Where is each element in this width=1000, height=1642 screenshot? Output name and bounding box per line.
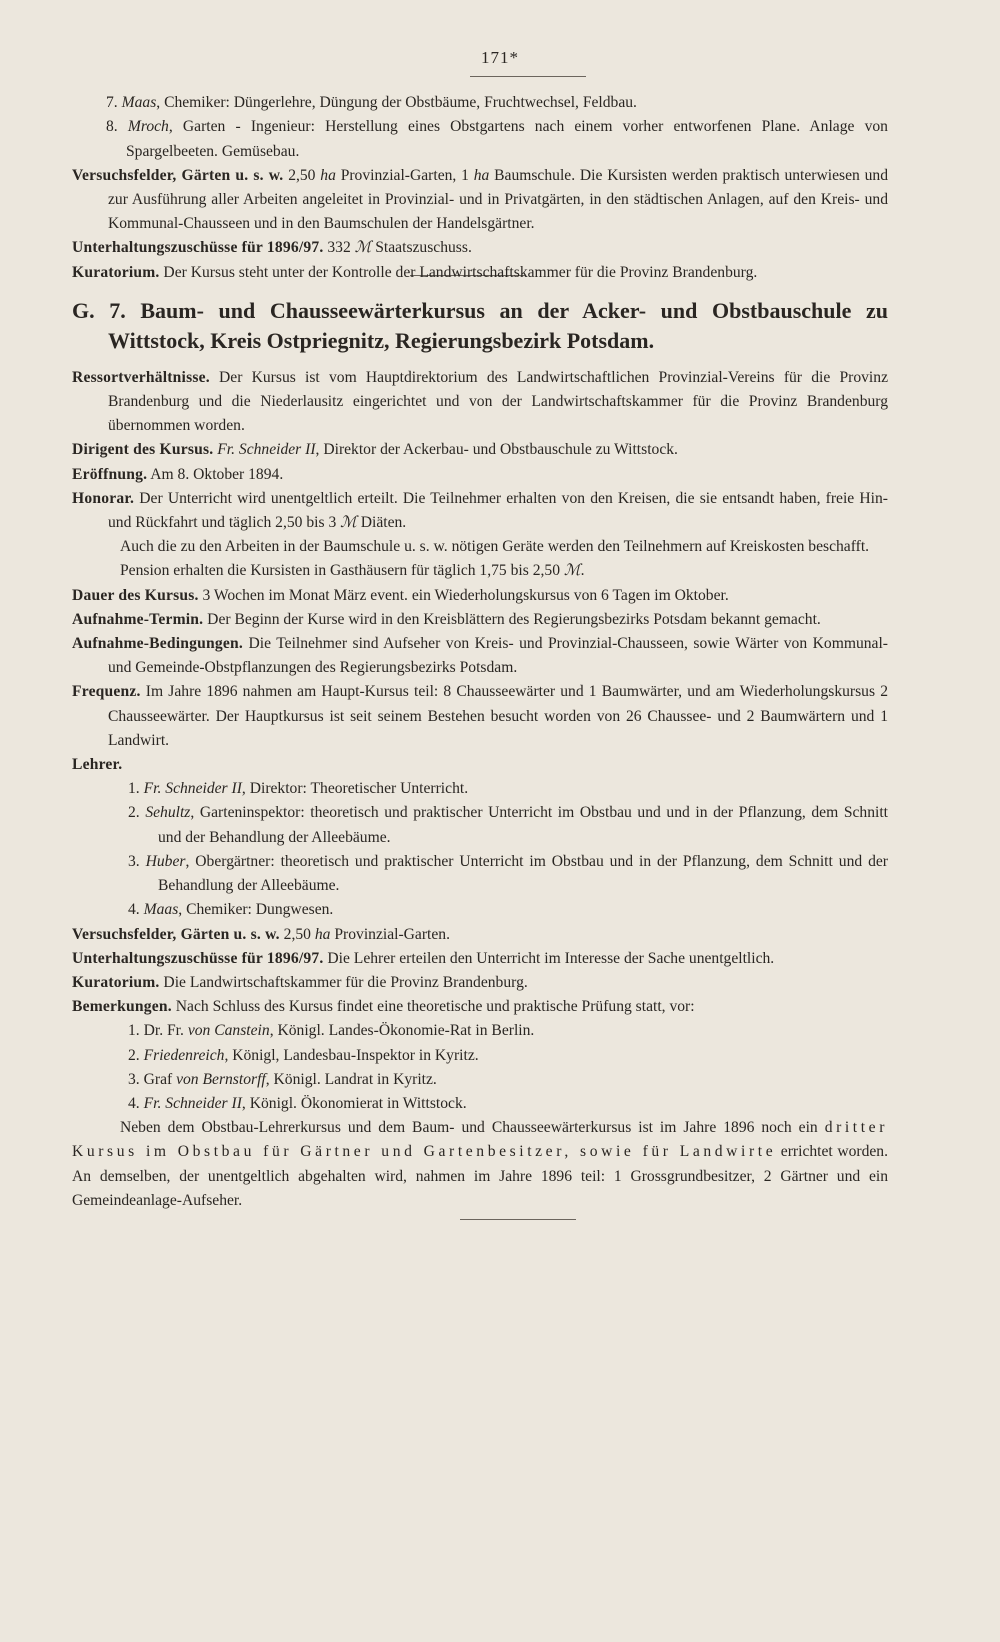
list-item: 4. Maas, Chemiker: Dungwesen. <box>128 901 334 919</box>
section-ressort: Ressortverhältnisse. Der Kursus ist vom Hauptdirektorium des Landwirtschaftlichen Provinzial-Vereins für die Provinz Brandenburg und die Niederlausitz eingerichtet und von der Landwirtschaftskammer für die Provinz Brandenburg übernommen worden. <box>72 368 888 435</box>
section-honorar-p3: Pension erhalten die Kursisten in Gasthäusern für täglich 1,75 bis 2,50 ℳ. <box>120 562 585 580</box>
section-aufnahme-bedingungen: Aufnahme-Bedingungen. Die Teilnehmer sind Aufseher von Kreis- und Provinzial-Chausseen, sowie Wärter von Kommunal- und Gemeinde-Obstpflanzungen des Regierungsbezirks Potsdam. <box>72 635 888 677</box>
list-item: 2. Sehultz, Garteninspektor: theoretisch und praktischer Unterricht im Obstbau und und in der Pflanzung, dem Schnitt und der Behandlung der Alleebäume. <box>128 804 889 846</box>
section-versuchsfelder-prev: Versuchsfelder, Gärten u. s. w. 2,50 ha Provinzial-Garten, 1 ha Baumschule. Die Kursisten werden praktisch unterwiesen und zur Ausführung aller Arbeiten angeleitet in Provinzial- und in Privatgärten, in den städtischen Anlagen, auf den Kreis- und Kommunal-Chausseen und in den Baumschulen der Handelsgärtner. <box>72 166 888 233</box>
section-unterhaltung-prev: Unterhaltungszuschüsse für 1896/97. 332 ℳ Staatszuschuss. <box>72 239 472 257</box>
section-eroeffnung: Eröffnung. Am 8. Oktober 1894. <box>72 465 284 483</box>
section-bemerkungen: Bemerkungen. Nach Schluss des Kursus findet eine theoretische und praktische Prüfung statt, vor: <box>72 998 695 1016</box>
list-item: 1. Dr. Fr. von Canstein, Königl. Landes-Ökonomie-Rat in Berlin. <box>128 1022 535 1040</box>
section-dauer: Dauer des Kursus. 3 Wochen im Monat März event. ein Wiederholungskursus von 6 Tagen im Oktober. <box>72 586 729 604</box>
list-item: 4. Fr. Schneider II, Königl. Ökonomierat in Wittstock. <box>128 1094 467 1112</box>
section-honorar-p2: Auch die zu den Arbeiten in der Baumschule u. s. w. nötigen Geräte werden den Teilnehmern auf Kreiskosten beschafft. <box>120 538 870 556</box>
page-number: 171* <box>481 48 519 67</box>
footer-rule <box>460 1219 576 1220</box>
list-item: 1. Fr. Schneider II, Direktor: Theoretischer Unterricht. <box>128 780 469 798</box>
section-frequenz: Frequenz. Im Jahre 1896 nahmen am Haupt-Kursus teil: 8 Chausseewärter und 1 Baumwärter, und am Wiederholungskursus 2 Chausseewärter. Der Hauptkursus ist seit seinem Bestehen besucht worden von 26 Chaussee- und 2 Baumwärtern und 1 Landwirt. <box>72 683 888 749</box>
list-item: 7. Maas, Chemiker: Düngerlehre, Düngung der Obstbäume, Fruchtwechsel, Feldbau. <box>106 94 637 112</box>
list-item: 8. Mroch, Garten - Ingenieur: Herstellung eines Obstgartens nach einem vorher entworfenen Plane. Anlage von Spargelbeeten. Gemüsebau. <box>106 118 888 160</box>
section-dirigent: Dirigent des Kursus. Fr. Schneider II, Direktor der Ackerbau- und Obstbauschule zu Wittstock. <box>72 441 678 459</box>
list-item: 2. Friedenreich, Königl, Landesbau-Inspektor in Kyritz. <box>128 1046 479 1064</box>
header-rule <box>470 76 586 77</box>
section-unterhaltung: Unterhaltungszuschüsse für 1896/97. Die Lehrer erteilen den Unterricht im Interesse der Sache unentgeltlich. <box>72 949 775 967</box>
section-aufnahme-termin: Aufnahme-Termin. Der Beginn der Kurse wird in den Kreisblättern des Regierungsbezirks Potsdam bekannt gemacht. <box>72 610 821 628</box>
closing-paragraph: Neben dem Obstbau-Lehrerkursus und dem Baum- und Chausseewärterkursus ist im Jahre 1896 noch ein dritter Kursus im Obstbau für Gärtner und Gartenbesitzer, sowie für Landwirte errichtet worden. An demselben, der unentgeltlich abgehalten wird, nahmen im Jahre 1896 teil: 1 Grossgrundbesitzer, 2 Gärtner und ein Gemeindeanlage-Aufseher. <box>72 1119 888 1209</box>
section-kuratorium: Kuratorium. Die Landwirtschaftskammer für die Provinz Brandenburg. <box>72 973 528 991</box>
section-kuratorium-prev: Kuratorium. Der Kursus steht unter der Kontrolle der Landwirtschaftskammer für die Provinz Brandenburg. <box>72 263 758 281</box>
section-honorar: Honorar. Der Unterricht wird unentgeltlich erteilt. Die Teilnehmer erhalten von den Kreisen, die sie entsandt haben, freie Hin- und Rückfahrt und täglich 2,50 bis 3 ℳ Diäten. <box>72 489 888 532</box>
section-heading: G. 7. Baum- und Chausseewärterkursus an der Acker- und Obstbauschule zu Wittstock, Kreis Ostpriegnitz, Regierungsbezirk Potsdam. <box>72 297 888 353</box>
section-lehrer: Lehrer. <box>72 756 123 774</box>
list-item: 3. Graf von Bernstorff, Königl. Landrat in Kyritz. <box>128 1070 437 1088</box>
list-item: 3. Huber, Obergärtner: theoretisch und praktischer Unterricht im Obstbau und in der Pflanzung, dem Schnitt und der Behandlung der Alleebäume. <box>128 852 888 895</box>
section-versuchsfelder: Versuchsfelder, Gärten u. s. w. 2,50 ha Provinzial-Garten. <box>72 925 450 943</box>
